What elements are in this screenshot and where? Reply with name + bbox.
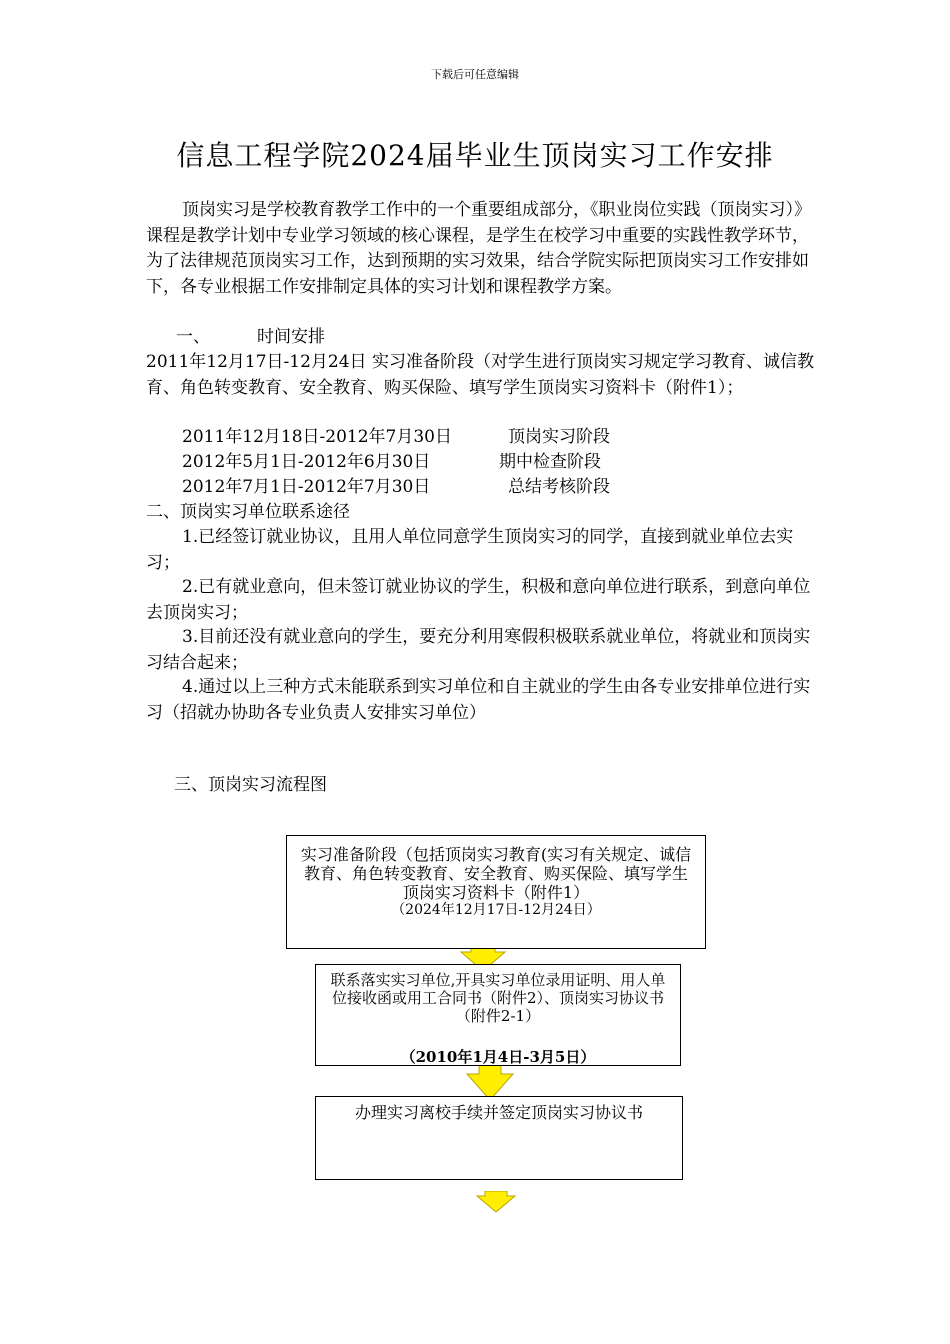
flow-step-text: 办理实习离校手续并签定顶岗实习协议书 xyxy=(354,1103,643,1122)
schedule-row-stage: 期中检查阶段 xyxy=(499,452,601,472)
schedule-row-stage: 顶岗实习阶段 xyxy=(508,427,610,447)
schedule-row-stage: 总结考核阶段 xyxy=(508,477,610,497)
page-header: 下载后可任意编辑 xyxy=(431,68,519,81)
contact-item: 2.已有就业意向，但未签订就业协议的学生，积极和意向单位进行联系，到意向单位去顶岗实习； xyxy=(146,577,811,623)
flow-step-leave-procedures xyxy=(315,1096,683,1180)
contact-item: 3.目前还没有就业意向的学生，要充分利用寒假积极联系就业单位，将就业和顶岗实习结合起来； xyxy=(146,627,811,673)
schedule-prep-paragraph: 2011年12月17日-12月24日 实习准备阶段（对学生进行顶岗实习规定学习教育、诚信教育、角色转变教育、安全教育、购买保险、填写学生顶岗实习资料卡（附件1）； xyxy=(146,352,814,398)
flow-step-contact-unit xyxy=(315,964,681,1066)
flow-step-text: 联系落实实习单位,开具实习单位录用证明、用人单位接收函或用工合同书（附件2）、顶岗实习协议书（附件2-1） xyxy=(330,971,666,1025)
contact-item: 4.通过以上三种方式未能联系到实习单位和自主就业的学生由各专业安排单位进行实习（招就办协助各专业负责人安排实习单位） xyxy=(146,677,811,723)
section3-heading: 三、顶岗实习流程图 xyxy=(174,775,327,795)
schedule-row-date: 2012年5月1日-2012年6月30日 xyxy=(182,452,431,472)
schedule-row-date: 2011年12月18日-2012年7月30日 xyxy=(182,427,452,447)
section1-heading: 时间安排 xyxy=(257,327,325,347)
intro-paragraph: 顶岗实习是学校教育教学工作中的一个重要组成部分，《职业岗位实践（顶岗实习）》课程是教学计划中专业学习领域的核心课程，是学生在校学习中重要的实践性教学环节，为了法律规范顶岗实习工作，达到预期的实习效果，结合学院实际把顶岗实习工作安排如下，各专业根据工作安排制定具体的实习计划和课程教学方案。 xyxy=(146,200,811,297)
section2-heading: 二、顶岗实习单位联系途径 xyxy=(146,502,350,522)
page-title: 信息工程学院2024届毕业生顶岗实习工作安排 xyxy=(176,139,774,172)
flow-step-date: （2024年12月17日-12月24日） xyxy=(391,902,601,918)
flow-step-text: 实习准备阶段（包括顶岗实习教育(实习有关规定、诚信教育、角色转变教育、安全教育、购买保险、填写学生顶岗实习资料卡（附件1） xyxy=(300,845,692,902)
schedule-row-date: 2012年7月1日-2012年7月30日 xyxy=(182,477,431,497)
flow-step-preparation xyxy=(286,835,706,949)
contact-item: 1.已经签订就业协议，且用人单位同意学生顶岗实习的同学，直接到就业单位去实习； xyxy=(146,527,794,573)
flow-step-date: （2010年1月4日-3月5日） xyxy=(400,1048,596,1066)
flow-arrow-down-icon xyxy=(475,1191,517,1213)
section1-number: 一、 xyxy=(176,327,210,347)
